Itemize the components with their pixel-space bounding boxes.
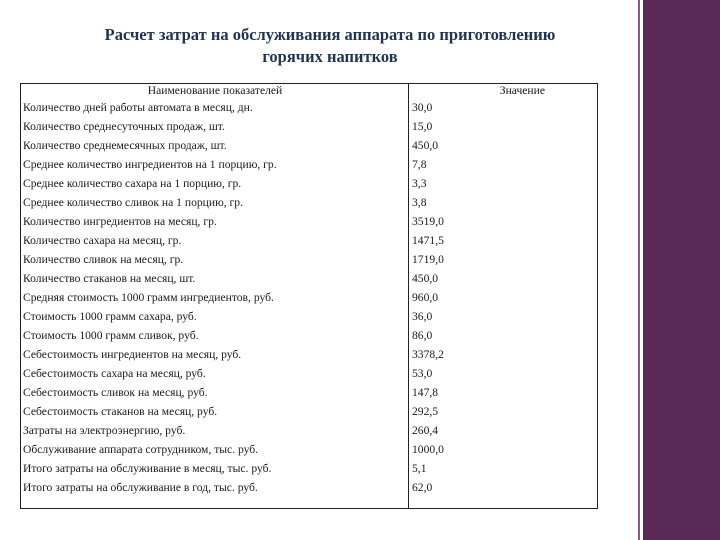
row-name: Обслуживание аппарата сотрудником, тыс. руб.	[23, 443, 259, 456]
table-row	[20, 402, 598, 421]
row-name: Количество сахара на месяц, гр.	[23, 234, 182, 247]
table-row	[20, 174, 598, 193]
table-row	[20, 440, 598, 459]
table-body	[20, 98, 598, 497]
row-value: 53,0	[412, 367, 433, 380]
table-row	[20, 155, 598, 174]
row-value: 15,0	[412, 120, 433, 133]
row-value: 3519,0	[412, 215, 444, 228]
row-name: Количество сливок на месяц, гр.	[23, 253, 184, 266]
table-row	[20, 307, 598, 326]
row-value: 1471,5	[412, 234, 444, 247]
table-row	[20, 383, 598, 402]
row-value: 960,0	[412, 291, 439, 304]
row-value: 36,0	[412, 310, 433, 323]
table-row	[20, 193, 598, 212]
table-row	[20, 478, 598, 497]
row-value: 1000,0	[412, 443, 444, 456]
table-row	[20, 421, 598, 440]
row-value: 3378,2	[412, 348, 444, 361]
table-row	[20, 288, 598, 307]
row-value: 260,4	[412, 424, 439, 437]
row-value: 147,8	[412, 386, 439, 399]
row-value: 292,5	[412, 405, 439, 418]
row-value: 450,0	[412, 139, 439, 152]
row-value: 450,0	[412, 272, 439, 285]
row-value: 3,3	[412, 177, 427, 190]
header-value: Значение	[499, 84, 545, 97]
row-name: Среднее количество сливок на 1 порцию, гр.	[23, 196, 243, 209]
header-name: Наименование показателей	[147, 84, 283, 97]
table-row	[20, 269, 598, 288]
table-row	[20, 231, 598, 250]
row-name: Себестоимость ингредиентов на месяц, руб.	[23, 348, 242, 361]
row-name: Стоимость 1000 грамм сливок, руб.	[23, 329, 199, 342]
title-line-2: горячих напитков	[262, 47, 398, 66]
cost-table	[20, 83, 598, 497]
page-title	[20, 24, 640, 68]
table-row	[20, 136, 598, 155]
row-name: Количество стаканов на месяц, шт.	[23, 272, 196, 285]
table-row	[20, 250, 598, 269]
row-name: Среднее количество ингредиентов на 1 порцию, гр.	[23, 158, 277, 171]
row-value: 3,8	[412, 196, 427, 209]
table-header-row	[20, 83, 598, 98]
row-value: 5,1	[412, 462, 427, 475]
side-decor-band	[643, 0, 720, 540]
row-name: Себестоимость сахара на месяц, руб.	[23, 367, 206, 380]
row-value: 7,8	[412, 158, 427, 171]
row-name: Стоимость 1000 грамм сахара, руб.	[23, 310, 197, 323]
title-line-1: Расчет затрат на обслуживания аппарата по приготовлению	[104, 25, 556, 44]
row-name: Итого затраты на обслуживание в месяц, тыс. руб.	[23, 462, 272, 475]
table-row	[20, 212, 598, 231]
row-name: Себестоимость стаканов на месяц, руб.	[23, 405, 218, 418]
table-row	[20, 326, 598, 345]
row-name: Количество ингредиентов на месяц, гр.	[23, 215, 217, 228]
row-name: Средняя стоимость 1000 грамм ингредиентов, руб.	[23, 291, 274, 304]
side-band-divider	[638, 0, 640, 540]
table-row	[20, 364, 598, 383]
row-value: 1719,0	[412, 253, 444, 266]
table-row	[20, 117, 598, 136]
table-row	[20, 98, 598, 117]
row-name: Себестоимость сливок на месяц, руб.	[23, 386, 208, 399]
row-value: 86,0	[412, 329, 433, 342]
row-name: Итого затраты на обслуживание в год, тыс. руб.	[23, 481, 258, 494]
row-value: 30,0	[412, 101, 433, 114]
row-name: Затраты на электроэнергию, руб.	[23, 424, 186, 437]
row-name: Количество среднесуточных продаж, шт.	[23, 120, 225, 133]
row-value: 62,0	[412, 481, 433, 494]
row-name: Среднее количество сахара на 1 порцию, гр.	[23, 177, 242, 190]
row-name: Количество дней работы автомата в месяц, дн.	[23, 101, 253, 114]
table-row	[20, 345, 598, 364]
row-name: Количество среднемесячных продаж, шт.	[23, 139, 227, 152]
table-row	[20, 459, 598, 478]
